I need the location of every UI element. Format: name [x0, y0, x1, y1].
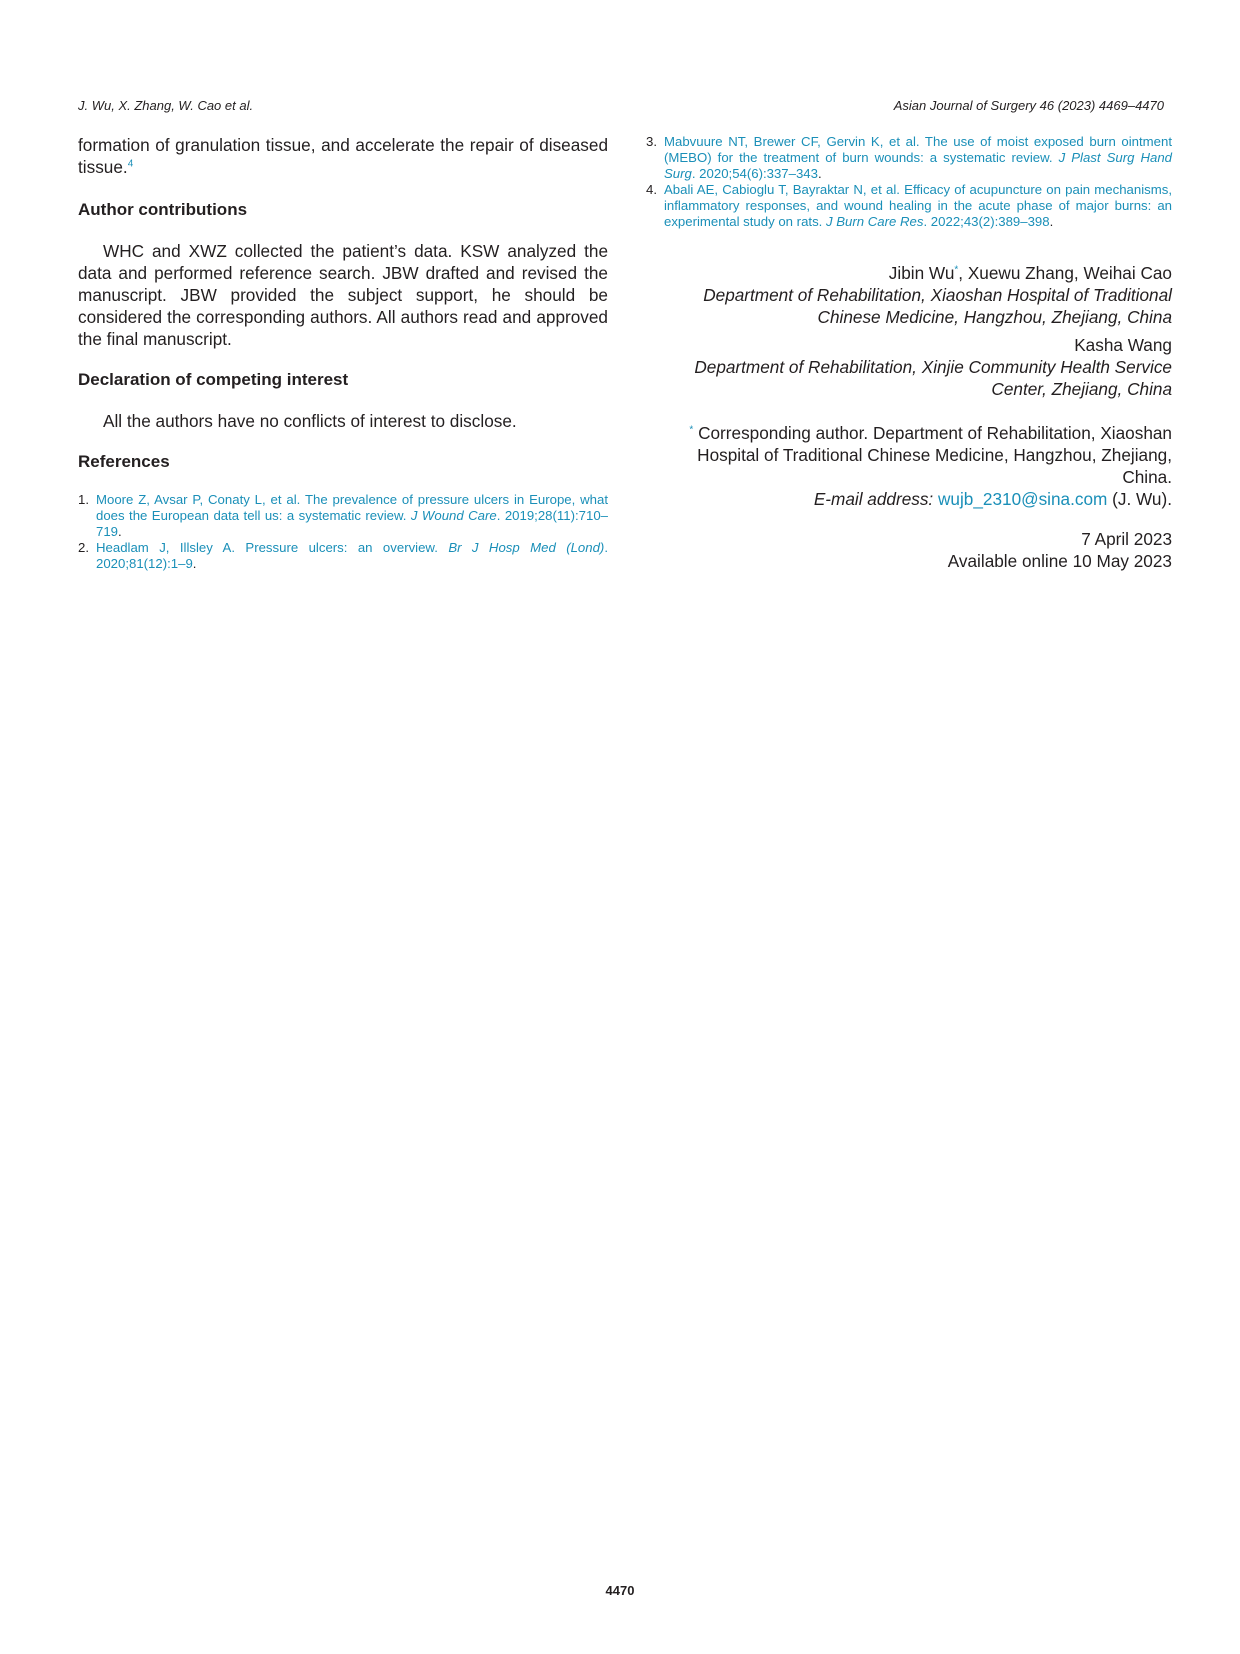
affiliation-2-line2: Center, Zhejiang, China — [991, 379, 1172, 399]
reference-number: 2. — [78, 540, 89, 555]
signature-block-2 — [646, 334, 1172, 400]
intro-text: formation of granulation tissue, and accelerate the repair of diseased tissue. — [78, 135, 608, 177]
citation-link[interactable]: 4 — [127, 158, 134, 170]
affiliation-1-line1: Department of Rehabilitation, Xiaoshan Hospital of Traditional — [703, 285, 1172, 305]
left-column — [78, 134, 608, 572]
right-column — [646, 134, 1172, 572]
dates-block — [646, 528, 1172, 572]
running-head-journal: Asian Journal of Surgery 46 (2023) 4469–4470 — [893, 98, 1164, 113]
email-label: E-mail address: — [813, 489, 934, 509]
author-contributions-heading: Author contributions — [78, 200, 248, 219]
reference-number: 1. — [78, 492, 89, 507]
received-date: 7 April 2023 — [1081, 529, 1172, 549]
author-contributions-text: WHC and XWZ collected the patient’s data. KSW analyzed the data and performed reference search. JBW drafted and revised the manuscript. JBW provided the subject support, he should be considered the corresponding authors. All authors read and approved the final manuscript. — [78, 241, 608, 349]
reference-item[interactable]: 3. Mabvuure NT, Brewer CF, Gervin K, et al. The use of moist exposed burn ointment (MEBO) for the treatment of burn wounds: a systematic review. J Plast Surg Hand Surg. 2020;54(6):337–343. — [646, 134, 1172, 181]
author-names-2: Kasha Wang — [1074, 335, 1172, 355]
references-list-left — [78, 492, 608, 572]
affiliation-1-line2: Chinese Medicine, Hangzhou, Zhejiang, China — [817, 307, 1172, 327]
corresponding-mark[interactable]: * — [954, 264, 959, 276]
competing-interest-heading: Declaration of competing interest — [78, 370, 349, 389]
references-list-right — [646, 134, 1172, 230]
signature-block-1 — [646, 262, 1172, 328]
corresponding-footnote-mark: * — [689, 424, 694, 436]
available-online-date: Available online 10 May 2023 — [947, 551, 1172, 571]
competing-interest-text: All the authors have no conflicts of interest to disclose. — [103, 411, 517, 431]
running-head-authors: J. Wu, X. Zhang, W. Cao et al. — [78, 98, 254, 113]
affiliation-2-line1: Department of Rehabilitation, Xinjie Community Health Service — [694, 357, 1172, 377]
reference-number: 3. — [646, 134, 657, 149]
page-number: 4470 — [605, 1583, 635, 1598]
reference-item[interactable]: 4. Abali AE, Cabioglu T, Bayraktar N, et al. Efficacy of acupuncture on pain mechanisms, inflammatory responses, and wound healing in the acute phase of major burns: an experimental study on rats. J Burn Care Res. 2022;43(2):389–398. — [646, 182, 1172, 229]
reference-item[interactable]: 2. Headlam J, Illsley A. Pressure ulcers: an overview. Br J Hosp Med (Lond). 2020;81(12):1–9. — [78, 540, 608, 571]
author-names-1: Jibin Wu*, Xuewu Zhang, Weihai Cao — [888, 263, 1172, 283]
email-link[interactable]: wujb_2310@sina.com — [938, 489, 1108, 509]
intro-paragraph — [78, 134, 608, 178]
reference-number: 4. — [646, 182, 657, 197]
reference-item[interactable]: 1. Moore Z, Avsar P, Conaty L, et al. The prevalence of pressure ulcers in Europe, what does the European data tell us: a systematic review. J Wound Care. 2019;28(11):710–719. — [78, 492, 608, 539]
references-heading: References — [78, 452, 170, 471]
corresponding-author-note: * Corresponding author. Department of Rehabilitation, Xiaoshan Hospital of Traditional Chinese Medicine, Hangzhou, Zhejiang, China. E-mail address: wujb_2310@sina.com (J. Wu). — [689, 423, 1172, 509]
